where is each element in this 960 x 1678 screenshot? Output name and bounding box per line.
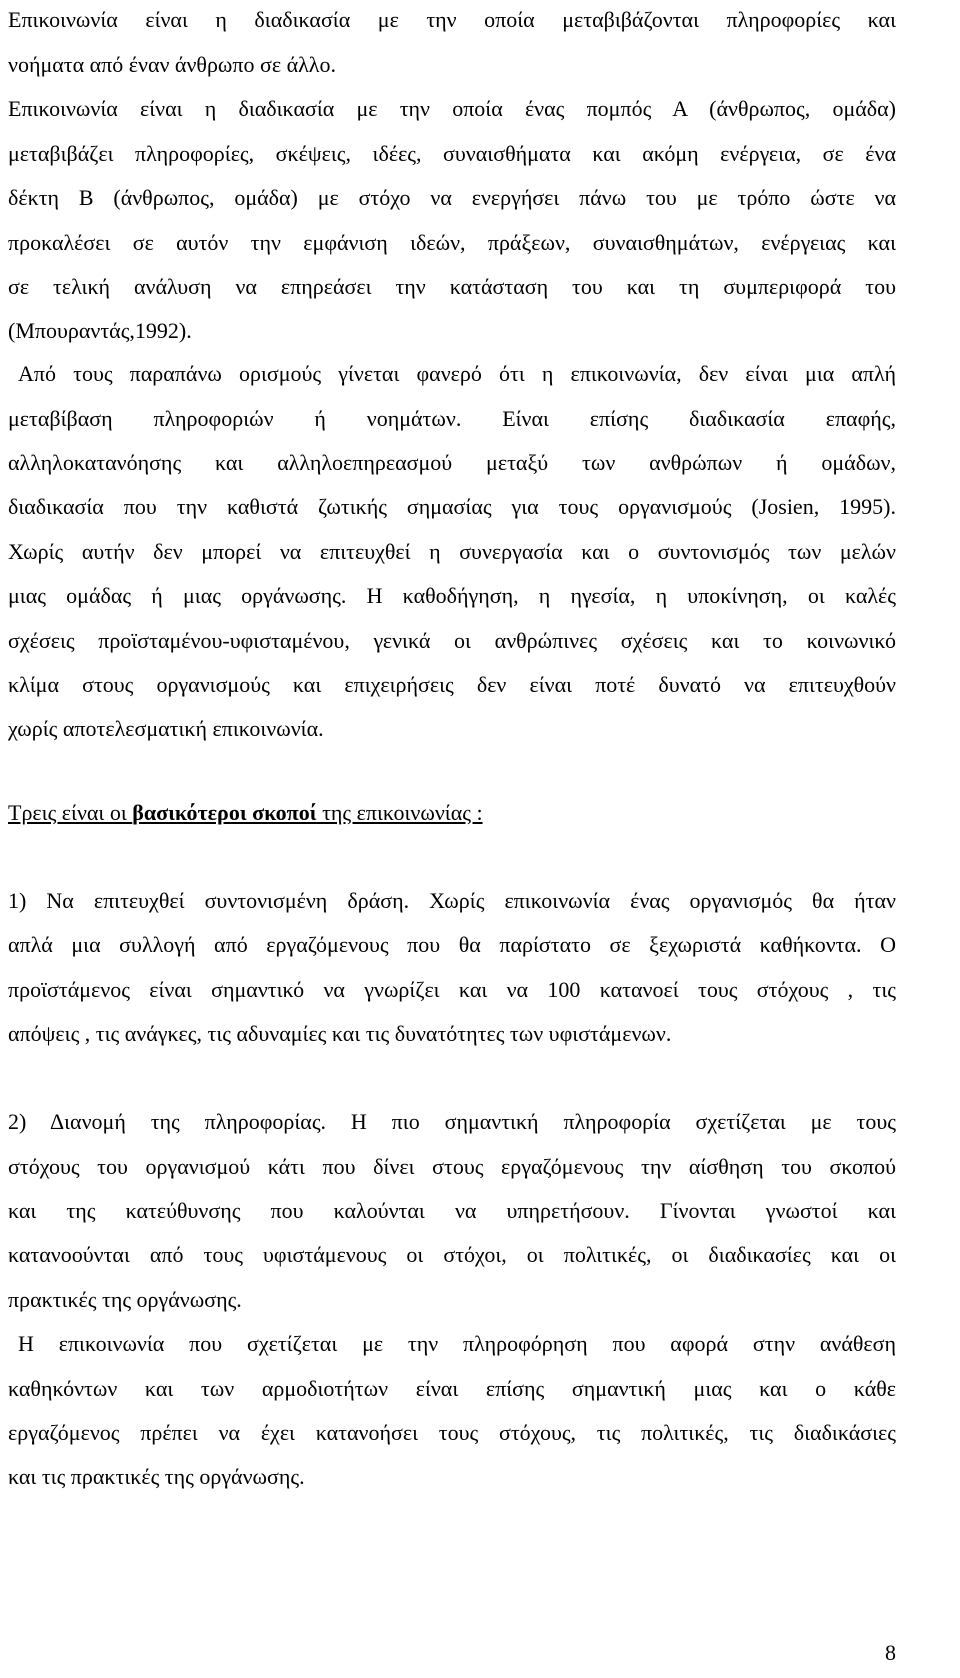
paragraph-3-line: σχέσεις προϊσταμένου-υφισταμένου, γενικά οι ανθρώπινες σχέσεις και το κοινωνικό	[8, 628, 896, 653]
heading-bold-part: βασικότεροι σκοποί	[132, 800, 317, 825]
paragraph-3-line: αλληλοκατανόησης και αλληλοεπηρεασμού μεταξύ των ανθρώπων ή ομάδων,	[8, 450, 896, 475]
item-2-line: και της κατεύθυνσης που καλούνται να υπηρετήσουν. Γίνονται γνωστοί και	[8, 1198, 896, 1223]
paragraph-3-line: κλίμα στους οργανισμούς και επιχειρήσεις δεν είναι ποτέ δυνατό να επιτευχθούν	[8, 672, 896, 697]
item-1-line: 1) Να επιτευχθεί συντονισμένη δράση. Χωρίς επικοινωνία ένας οργανισμός θα ήταν	[8, 888, 896, 913]
paragraph-2-line: (Μπουραντάς,1992).	[8, 318, 192, 343]
item-1-line: απόψεις , τις ανάγκες, τις αδυναμίες και τις δυνατότητες των υφιστάμενων.	[8, 1021, 672, 1046]
paragraph-3-line: μεταβίβαση πληροφοριών ή νοημάτων. Είναι επίσης διαδικασία επαφής,	[8, 406, 896, 431]
paragraph-2-line: δέκτη Β (άνθρωπος, ομάδα) με στόχο να ενεργήσει πάνω του με τρόπο ώστε να	[8, 185, 896, 210]
section-heading	[8, 798, 896, 828]
paragraph-2-line: σε τελική ανάλυση να επηρεάσει την κατάσταση του και τη συμπεριφορά του	[8, 274, 896, 299]
paragraph-3-line: χωρίς αποτελεσματική επικοινωνία.	[8, 716, 324, 741]
paragraph-3-line: Χωρίς αυτήν δεν μπορεί να επιτευχθεί η συνεργασία και ο συντονισμός των μελών	[8, 539, 896, 564]
paragraph-4-line: και τις πρακτικές της οργάνωσης.	[8, 1464, 305, 1489]
paragraph-3-line: διαδικασία που την καθιστά ζωτικής σημασίας για τους οργανισμούς (Josien, 1995).	[8, 494, 896, 519]
paragraph-1-line: νοήματα από έναν άνθρωπο σε άλλο.	[8, 52, 336, 77]
page-number: 8	[885, 1640, 896, 1665]
item-1-line: απλά μια συλλογή από εργαζόμενους που θα παρίστατο σε ξεχωριστά καθήκοντα. Ο	[8, 932, 896, 957]
item-1-line: προϊστάμενος είναι σημαντικό να γνωρίζει και να 100 κατανοεί τους στόχους , τις	[8, 977, 896, 1002]
item-2-line: 2) Διανομή της πληροφορίας. Η πιο σημαντική πληροφορία σχετίζεται με τους	[8, 1109, 896, 1134]
paragraph-2-line: Επικοινωνία είναι η διαδικασία με την οποία ένας πομπός Α (άνθρωπος, ομάδα)	[8, 96, 896, 121]
paragraph-3-line: μιας ομάδας ή μιας οργάνωσης. Η καθοδήγηση, η ηγεσία, η υποκίνηση, οι καλές	[8, 583, 896, 608]
item-2-line: κατανοούνται από τους υφιστάμενους οι στόχοι, οι πολιτικές, οι διαδικασίες και οι	[8, 1242, 896, 1267]
heading-part: της επικοινωνίας :	[316, 800, 483, 825]
paragraph-1-line: Επικοινωνία είναι η διαδικασία με την οποία μεταβιβάζονται πληροφορίες και	[8, 7, 896, 32]
paragraph-3-line: Από τους παραπάνω ορισμούς γίνεται φανερό ότι η επικοινωνία, δεν είναι μια απλή	[18, 361, 896, 386]
paragraph-2-line: μεταβιβάζει πληροφορίες, σκέψεις, ιδέες, συναισθήματα και ακόμη ενέργεια, σε ένα	[8, 141, 896, 166]
item-2-line: πρακτικές της οργάνωσης.	[8, 1287, 242, 1312]
item-2-line: στόχους του οργανισμού κάτι που δίνει στους εργαζόμενους την αίσθηση του σκοπού	[8, 1154, 896, 1179]
paragraph-4-line: Η επικοινωνία που σχετίζεται με την πληροφόρηση που αφορά στην ανάθεση	[18, 1331, 896, 1356]
paragraph-2-line: προκαλέσει σε αυτόν την εμφάνιση ιδεών, πράξεων, συναισθημάτων, ενέργειας και	[8, 230, 896, 255]
paragraph-4-line: εργαζόμενος πρέπει να έχει κατανοήσει τους στόχους, τις πολιτικές, τις διαδικάσιες	[8, 1420, 896, 1445]
paragraph-4-line: καθηκόντων και των αρμοδιοτήτων είναι επίσης σημαντική μιας και ο κάθε	[8, 1376, 896, 1401]
heading-part: Τρεις είναι οι	[8, 800, 133, 825]
